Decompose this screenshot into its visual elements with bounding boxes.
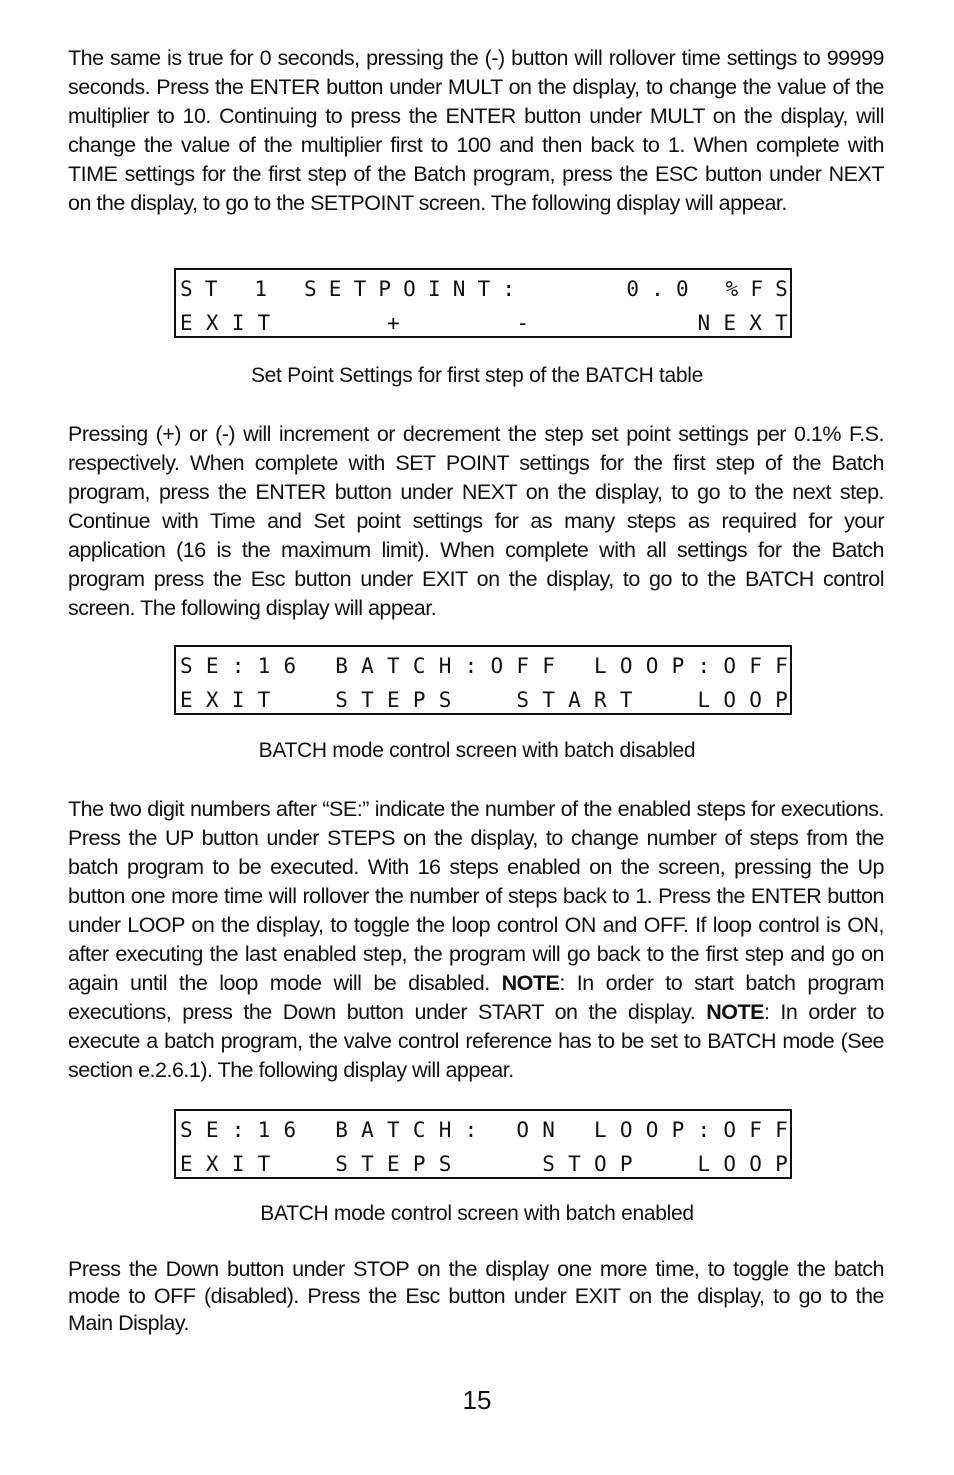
lcd-character: : (464, 654, 478, 678)
lcd-character: P (775, 688, 788, 712)
lcd-character (516, 1149, 529, 1179)
lcd-character: F (749, 654, 762, 678)
lcd-character (568, 1115, 581, 1145)
lcd-character: O (490, 654, 504, 678)
lcd-character (279, 274, 292, 304)
lcd-character: S (438, 688, 452, 712)
lcd-character: - (516, 311, 530, 335)
lcd-character: E (180, 1152, 193, 1176)
lcd-character: X (205, 311, 219, 335)
lcd-character (568, 308, 581, 338)
paragraph-text: The two digit numbers after “SE:” indicate the number of the enabled steps for executions. Press the UP button under STEPS on the display, to change number of steps from the batch program to be executed. With 16 steps enabled on the screen, pressing the Up button one more time will rollover the number of steps back to 1. Press the ENTER button under LOOP on the display, to toggle the loop control ON and OFF. If loop control is ON, after executing the last enabled step, the program will go back to the first step and go on again until the loop mode will be disabled. (68, 797, 884, 995)
lcd-character: F (750, 277, 763, 301)
lcd-line-2 (180, 1149, 788, 1179)
lcd-character: O (723, 1118, 737, 1142)
lcd-character: S (775, 277, 788, 301)
lcd-character (672, 308, 685, 338)
lcd-character: T (619, 688, 633, 712)
lcd-character: O (749, 688, 762, 712)
lcd-character: T (542, 688, 555, 712)
lcd-character: S (516, 688, 530, 712)
caption-batch-disabled: BATCH mode control screen with batch disabled (258, 739, 696, 762)
lcd-character: L (697, 1152, 711, 1176)
lcd-character: R (594, 688, 607, 712)
caption-setpoint-display: Set Point Settings for first step of the BATCH table (250, 364, 704, 387)
lcd-character: O (516, 1118, 530, 1142)
caption-batch-enabled: BATCH mode control screen with batch enabled (260, 1202, 694, 1225)
lcd-character: S (335, 688, 348, 712)
lcd-character: C (412, 1118, 426, 1142)
lcd-character: H (438, 1118, 452, 1142)
lcd-line-2 (180, 308, 788, 338)
lcd-character (594, 308, 607, 338)
lcd-character: 6 (283, 1118, 297, 1142)
lcd-line-1 (180, 274, 788, 304)
lcd-character: P (775, 1152, 788, 1176)
lcd-character: L (594, 1118, 607, 1142)
lcd-character: O (749, 1152, 762, 1176)
lcd-character: H (438, 654, 452, 678)
lcd-line-2 (180, 685, 788, 715)
lcd-character: F (516, 654, 530, 678)
lcd-character: T (361, 1152, 374, 1176)
lcd-character: E (328, 277, 342, 301)
lcd-character: A (568, 688, 581, 712)
lcd-character (465, 685, 478, 715)
lcd-character: N (542, 1118, 555, 1142)
lcd-character (465, 1149, 478, 1179)
lcd-display-batch-disabled (174, 645, 792, 715)
lcd-character: : (231, 1118, 245, 1142)
lcd-character: L (594, 654, 607, 678)
lcd-character: T (387, 654, 400, 678)
lcd-character (309, 651, 322, 681)
lcd-character: A (361, 1118, 374, 1142)
lcd-character: A (361, 654, 374, 678)
lcd-character: F (775, 1118, 788, 1142)
lcd-character: E (180, 311, 193, 335)
lcd-character (491, 685, 504, 715)
lcd-character: T (568, 1152, 581, 1176)
lcd-character: O (723, 688, 737, 712)
lcd-character: P (671, 1118, 685, 1142)
lcd-character: E (387, 688, 400, 712)
lcd-character (672, 1149, 685, 1179)
lcd-character (230, 274, 243, 304)
lcd-character (309, 308, 322, 338)
lcd-character: T (204, 277, 218, 301)
lcd-character: : (697, 1118, 711, 1142)
lcd-character: O (619, 654, 633, 678)
lcd-character: L (697, 688, 711, 712)
lcd-character: T (361, 688, 374, 712)
lcd-character (491, 1115, 504, 1145)
lcd-line-1 (180, 1115, 788, 1145)
lcd-character: X (205, 1152, 219, 1176)
lcd-character (284, 685, 297, 715)
lcd-character (646, 1149, 659, 1179)
paragraph-text: : In order to execute a batch program, the valve control reference has to be set to BATCH mode (See section e.2.6.1). The following display will appear. (68, 1000, 884, 1082)
lcd-character: E (180, 688, 193, 712)
lcd-character: C (412, 654, 426, 678)
paragraph-multiplier-instructions: The same is true for 0 seconds, pressing the (-) button will rollover time settings to 99999 seconds. Press the ENTER button under MULT on the display, to change the value of the multiplier to 10. Continuing to press the ENTER button under MULT on the display, will change the value of the multiplier first to 100 and then back to 1. When complete with TIME settings for the first step of the Batch program, press the ESC button under NEXT on the display, to go to the SETPOINT screen. The following display will appear. (68, 46, 884, 215)
note-label: NOTE (706, 1000, 764, 1024)
lcd-character (309, 1149, 322, 1179)
lcd-character (568, 651, 581, 681)
lcd-character: T (477, 277, 491, 301)
lcd-character: P (671, 654, 685, 678)
lcd-character (284, 308, 297, 338)
lcd-character: I (231, 688, 245, 712)
lcd-character: : (697, 654, 711, 678)
lcd-character: I (231, 311, 245, 335)
paragraph-setpoint-instructions: Pressing (+) or (-) will increment or decrement the step set point settings per 0.1% F.S. respectively. When complete with SET POINT settings for the first step of the Batch program, press the ENTER button under NEXT on the display, to go to the next step. Continue with Time and Set point settings for as many steps as required for your application (16 is the maximum limit). When complete with all settings for the Batch program press the Esc button under EXIT on the display, to go to the BATCH control screen. The following display will appear. (68, 422, 884, 620)
lcd-character (309, 685, 322, 715)
lcd-character (552, 274, 565, 304)
lcd-character: 0 (626, 277, 639, 301)
lcd-character (491, 308, 504, 338)
lcd-character: O (645, 1118, 659, 1142)
lcd-character: E (723, 311, 737, 335)
lcd-character: 1 (257, 1118, 271, 1142)
lcd-character: : (464, 1118, 478, 1142)
lcd-character (542, 308, 555, 338)
lcd-character (577, 274, 590, 304)
lcd-character: S (180, 654, 193, 678)
lcd-character: P (619, 1152, 633, 1176)
lcd-character: E (387, 1152, 400, 1176)
lcd-character: E (205, 1118, 219, 1142)
lcd-character (465, 308, 478, 338)
lcd-character: : (231, 654, 245, 678)
lcd-character: P (378, 277, 392, 301)
lcd-character: N (452, 277, 466, 301)
paragraph-text: : In order to start batch program executions, press the Down button under START on the display. (68, 971, 884, 1024)
lcd-character: T (257, 1152, 271, 1176)
lcd-character (361, 308, 374, 338)
lcd-character (527, 274, 540, 304)
lcd-character: S (542, 1152, 555, 1176)
lcd-character (672, 685, 685, 715)
lcd-character: 0 (675, 277, 689, 301)
lcd-character: N (697, 311, 711, 335)
lcd-character: P (412, 688, 426, 712)
lcd-character (335, 308, 348, 338)
lcd-character: O (723, 1152, 737, 1176)
lcd-character: B (335, 1118, 348, 1142)
lcd-character: E (205, 654, 219, 678)
lcd-character: S (335, 1152, 348, 1176)
lcd-character (309, 1115, 322, 1145)
paragraph-batch-control-instructions (68, 795, 884, 1085)
lcd-character: I (231, 1152, 245, 1176)
lcd-character: O (645, 654, 659, 678)
lcd-character: F (542, 654, 555, 678)
lcd-character: O (723, 654, 737, 678)
lcd-character: S (303, 277, 317, 301)
lcd-character (491, 1149, 504, 1179)
lcd-line-1 (180, 651, 788, 681)
lcd-character: % (725, 277, 739, 301)
lcd-character: F (749, 1118, 762, 1142)
lcd-character: X (205, 688, 219, 712)
lcd-character: S (180, 1118, 193, 1142)
lcd-character (439, 308, 452, 338)
lcd-character: O (403, 277, 416, 301)
lcd-character: T (257, 688, 271, 712)
lcd-character: B (335, 654, 348, 678)
page-number: 15 (462, 1385, 492, 1415)
lcd-character (620, 308, 633, 338)
lcd-character: . (651, 277, 664, 301)
lcd-character: P (412, 1152, 426, 1176)
lcd-character: 1 (254, 277, 268, 301)
lcd-character (602, 274, 615, 304)
lcd-character: X (749, 311, 762, 335)
note-label: NOTE (501, 971, 560, 995)
lcd-character (413, 308, 426, 338)
lcd-character: T (775, 311, 788, 335)
lcd-character: T (257, 311, 271, 335)
lcd-display-setpoint (174, 268, 792, 338)
lcd-character (284, 1149, 297, 1179)
lcd-character: + (387, 311, 400, 335)
lcd-character: I (427, 277, 441, 301)
lcd-character: S (180, 277, 193, 301)
lcd-character: T (353, 277, 367, 301)
lcd-character (646, 308, 659, 338)
lcd-character: 6 (283, 654, 297, 678)
lcd-character (701, 274, 714, 304)
lcd-character: 1 (257, 654, 271, 678)
lcd-character: F (775, 654, 788, 678)
lcd-display-batch-enabled (174, 1109, 792, 1179)
lcd-character: T (387, 1118, 400, 1142)
lcd-character: O (619, 1118, 633, 1142)
lcd-character: O (594, 1152, 607, 1176)
paragraph-stop-instructions: Press the Down button under STOP on the display one more time, to toggle the batch mode to OFF (disabled). Press the Esc button under EXIT on the display, to go to the Main Display. (68, 1257, 884, 1335)
lcd-character (646, 685, 659, 715)
lcd-character: : (502, 277, 516, 301)
lcd-character: S (438, 1152, 452, 1176)
